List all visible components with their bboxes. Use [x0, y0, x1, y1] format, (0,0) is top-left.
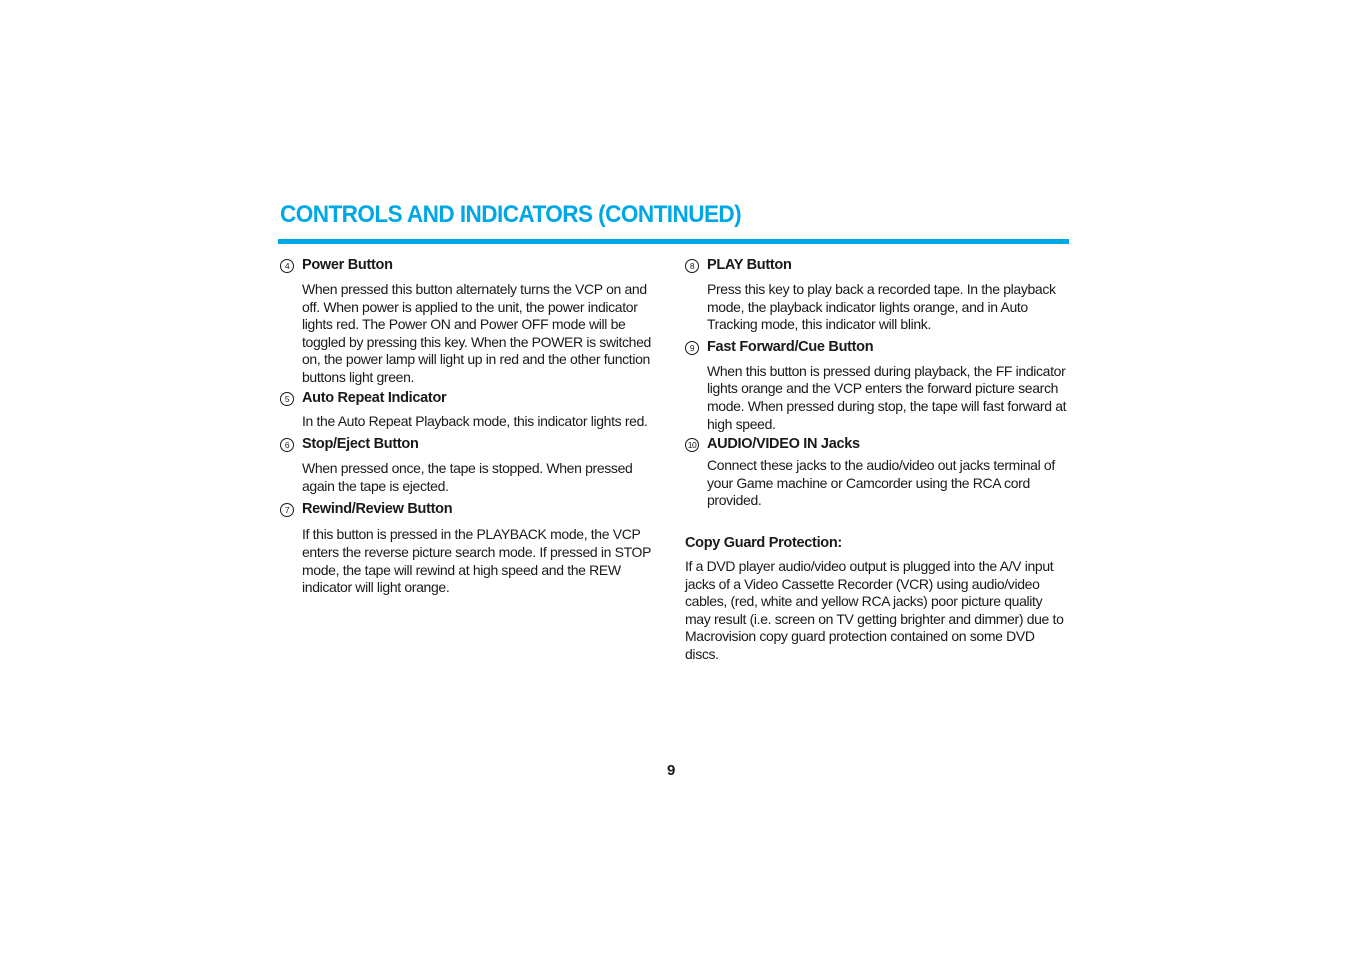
number-badge: 6	[280, 438, 294, 452]
control-item-rewind-review	[280, 501, 665, 596]
page-number: 9	[667, 762, 676, 779]
number-badge: 9	[685, 341, 699, 355]
number-badge: 10	[685, 438, 699, 452]
item-heading	[280, 257, 665, 276]
copy-guard-text: If a DVD player audio/video output is plugged into the A/V input jacks of a Video Cassette Recorder (VCR) using audio/video cables, (red, white and yellow RCA jacks) poor picture quality may result (i.e. screen on TV getting brighter and dimmer) due to Macrovision copy guard protection contained on some DVD discs.	[685, 557, 1064, 662]
item-heading	[685, 436, 1070, 455]
number-badge: 8	[685, 259, 699, 273]
item-heading	[280, 436, 665, 455]
control-item-play	[685, 257, 1070, 334]
control-item-auto-repeat	[280, 390, 665, 431]
control-item-fast-forward	[685, 339, 1070, 433]
number-badge: 7	[280, 503, 294, 517]
control-item-av-in-jacks	[685, 436, 1070, 510]
item-label: Stop/Eject Button	[302, 436, 419, 453]
item-heading	[280, 501, 665, 520]
control-item-power	[280, 257, 665, 387]
item-description: In the Auto Repeat Playback mode, this indicator lights red.	[302, 412, 648, 429]
copy-guard-heading: Copy Guard Protection:	[685, 534, 842, 551]
page-title: CONTROLS AND INDICATORS (CONTINUED)	[280, 201, 742, 228]
item-description: When this button is pressed during playback, the FF indicator lights orange and the VCP enters the forward picture search mode. When pressed during stop, the tape will fast forward at high speed.	[707, 362, 1067, 432]
item-description: When pressed once, the tape is stopped. When pressed again the tape is ejected.	[302, 460, 633, 494]
item-label: PLAY Button	[707, 257, 792, 273]
item-heading	[685, 339, 1070, 358]
copy-guard-section	[685, 535, 1070, 664]
item-heading	[280, 390, 665, 409]
title-rule	[278, 239, 1069, 244]
item-description: If this button is pressed in the PLAYBACK mode, the VCP enters the reverse picture search mode. If pressed in STOP mode, the tape will rewind at high speed and the REW indicator will light orange.	[302, 526, 651, 596]
left-column	[280, 257, 665, 597]
number-badge: 5	[280, 392, 294, 406]
control-item-stop-eject	[280, 436, 665, 495]
item-label: Auto Repeat Indicator	[302, 389, 447, 406]
item-description: When pressed this button alternately turns the VCP on and off. When power is applied to the unit, the power indicator lights red. The Power ON and Power OFF mode will be toggled by pressing this key. When the POWER is switched on, the power lamp will light up in red and the other function buttons light green.	[302, 281, 651, 385]
item-label: Power Button	[302, 257, 393, 273]
item-description: Press this key to play back a recorded tape. In the playback mode, the playback indicator lights orange, and in Auto Tracking mode, this indicator will blink.	[707, 281, 1056, 333]
item-description: Connect these jacks to the audio/video out jacks terminal of your Game machine or Camcorder using the RCA cord provided.	[707, 457, 1055, 509]
item-label: Rewind/Review Button	[302, 501, 453, 518]
item-heading	[685, 257, 1070, 276]
right-column	[685, 257, 1070, 664]
item-label: AUDIO/VIDEO IN Jacks	[707, 436, 860, 453]
item-label: Fast Forward/Cue Button	[707, 338, 874, 355]
number-badge: 4	[280, 259, 294, 273]
